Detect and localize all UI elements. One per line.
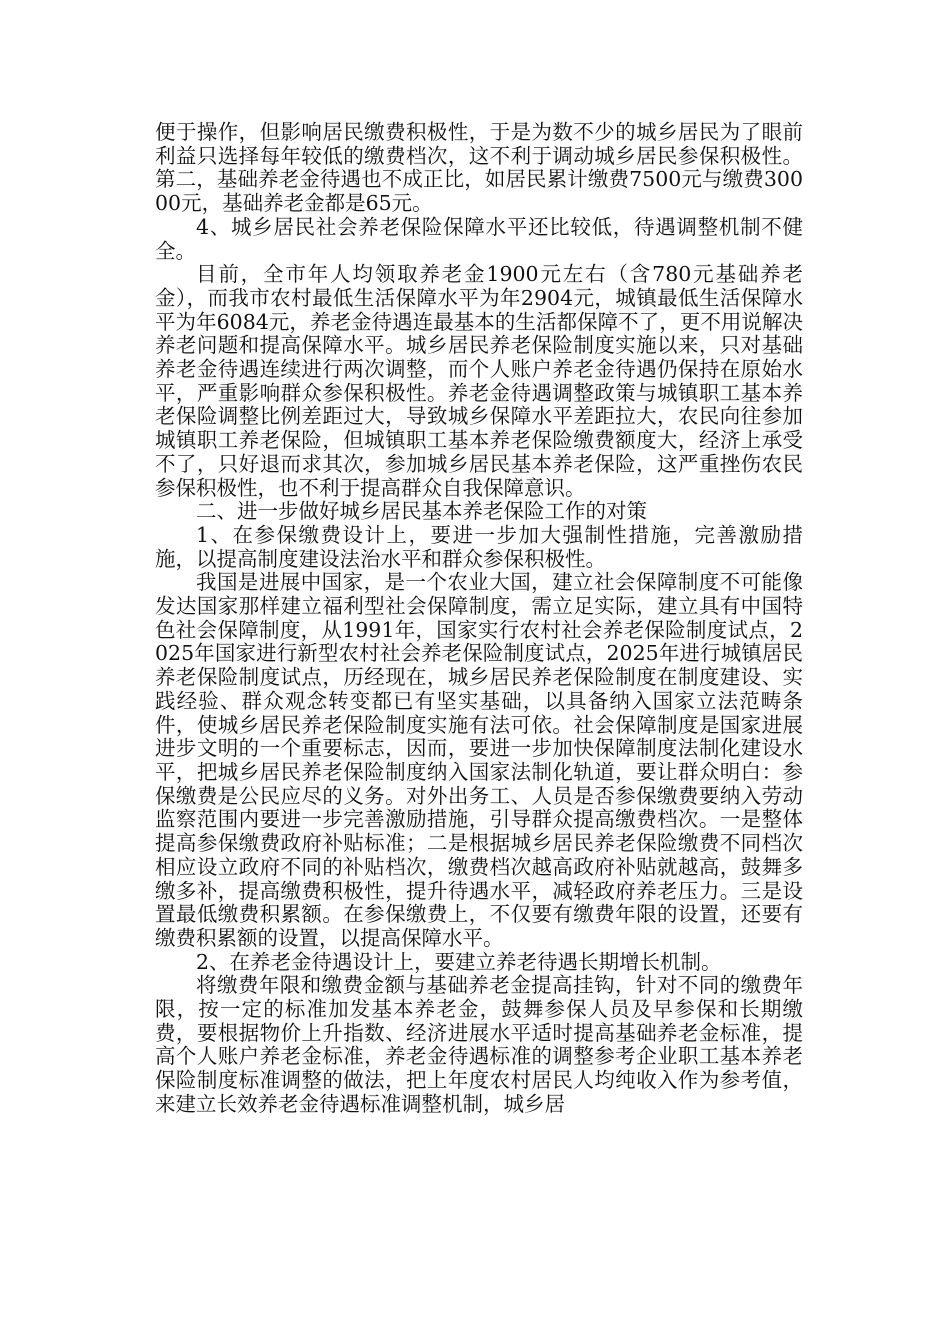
paragraph-6: 我国是进展中国家，是一个农业大国，建立社会保障制度不可能像发达国家那样建立福利型社会保障制度，需立足实际，建立具有中国特色社会保障制度，从1991年，国家实行农村社会养老保险制度试点，2025年国家进行新型农村社会养老保险制度试点，2025年进行城镇居民养老保险制度试点，历经现在，城乡居民养老保险制度在制度建设、实践经验、群众观念转变都已有坚实基础，以具备纳入国家立法范畴条件，使城乡居民养老保险制度实施有法可依。社会保障制度是国家进展进步文明的一个重要标志，因而，要进一步加快保障制度法制化建设水平，把城乡居民养老保险制度纳入国家法制化轨道，要让群众明白：参保缴费是公民应尽的义务。对外出务工、人员是否参保缴费要纳入劳动监察范围内要进一步完善激励措施，引导群众提高缴费档次。一是整体提高参保缴费政府补贴标准；二是根据城乡居民养老保险缴费不同档次相应设立政府不同的补贴档次，缴费档次越高政府补贴就越高，鼓舞多缴多补，提高缴费积极性，提升待遇水平，减轻政府养老压力。三是设置最低缴费积累额。在参保缴费上，不仅要有缴费年限的设置，还要有缴费积累额的设置，以提高保障水平。 bbox=[155, 570, 803, 950]
paragraph-1: 便于操作，但影响居民缴费积极性，于是为数不少的城乡居民为了眼前利益只选择每年较低的缴费档次，这不利于调动城乡居民参保积极性。第二，基础养老金待遇也不成正比，如居民累计缴费7500元与缴费30000元，基础养老金都是65元。 bbox=[155, 120, 803, 216]
paragraph-3: 目前，全市年人均领取养老金1900元左右（含780元基础养老金），而我市农村最低生活保障水平为年2904元，城镇最低生活保障水平为年6084元，养老金待遇连最基本的生活都保障不了，更不用说解决养老问题和提高保障水平。城乡居民养老保险制度实施以来，只对基础养老金待遇连续进行两次调整，而个人账户养老金待遇仍保持在原始水平，严重影响群众参保积极性。养老金待遇调整政策与城镇职工基本养老保险调整比例差距过大，导致城乡保障水平差距拉大，农民向往参加城镇职工养老保险，但城镇职工基本养老保险缴费额度大，经济上承受不了，只好退而求其次，参加城乡居民基本养老保险，这严重挫伤农民参保积极性，也不利于提高群众自我保障意识。 bbox=[155, 262, 803, 500]
paragraph-8: 将缴费年限和缴费金额与基础养老金提高挂钩，针对不同的缴费年限，按一定的标准加发基本养老金，鼓舞参保人员及早参保和长期缴费，要根据物价上升指数、经济进展水平适时提高基础养老金标准，提高个人账户养老金标准，养老金待遇标准的调整参考企业职工基本养老保险制度标准调整的做法，把上年度农村居民人均纯收入作为参考值，来建立长效养老金待遇标准调整机制，城乡居 bbox=[155, 973, 803, 1116]
paragraph-5-heading: 1、在参保缴费设计上，要进一步加大强制性措施，完善激励措施，以提高制度建设法治水平和群众参保积极性。 bbox=[155, 522, 803, 571]
document-body bbox=[155, 121, 803, 1117]
paragraph-2-heading: 4、城乡居民社会养老保险保障水平还比较低，待遇调整机制不健全。 bbox=[155, 214, 803, 263]
section-heading: 二、进一步做好城乡居民基本养老保险工作的对策 bbox=[196, 499, 647, 524]
paragraph-7-heading: 2、在养老金待遇设计上，要建立养老待遇长期增长机制。 bbox=[196, 949, 722, 974]
